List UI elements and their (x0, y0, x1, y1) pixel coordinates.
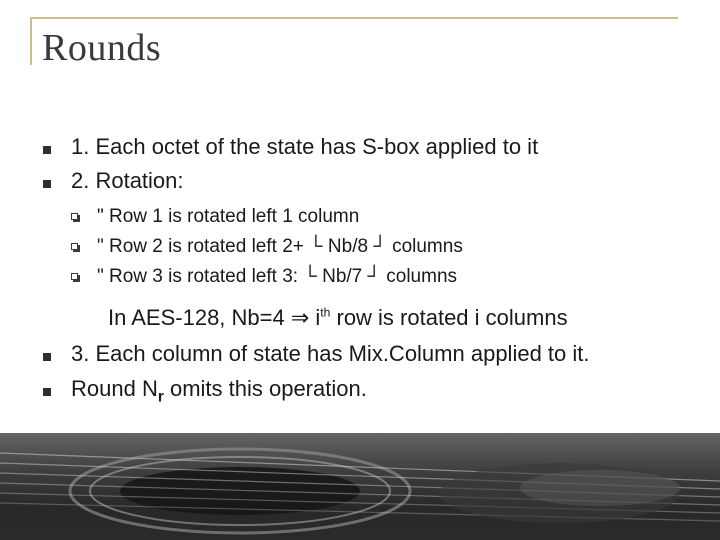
item-sbox: 1. Each octet of the state has S-box applied to it (71, 134, 539, 159)
sub-item-row2 (97, 236, 463, 258)
bullet-icon (43, 146, 51, 154)
guitar-illustration (0, 433, 720, 540)
round-nr-start: Round N (71, 376, 158, 401)
item-round-nr (71, 376, 367, 406)
floor-right-glyph: ┘ (373, 236, 387, 257)
frame-left-rule (30, 17, 32, 65)
bullet-icon (43, 353, 51, 361)
sub-item-row3 (97, 266, 457, 288)
frame-top-rule (30, 17, 678, 19)
bullet-icon (43, 180, 51, 188)
sub-bullet-icon (71, 213, 78, 220)
bullet-icon (43, 388, 51, 396)
row3-text-start: " Row 3 is rotated left 3: (97, 266, 304, 287)
floor-left-glyph: └ (309, 236, 323, 257)
aes-note-start: In AES-128, Nb=4 ⇒ i (108, 305, 321, 330)
sub-bullet-icon (71, 273, 78, 280)
row2-text-start: " Row 2 is rotated left 2+ (97, 236, 310, 257)
round-nr-end: omits this operation. (163, 376, 367, 401)
round-nr-subscript: r (157, 388, 164, 406)
aes-note-superscript: th (320, 305, 331, 320)
slide-title: Rounds (42, 27, 162, 69)
sub-bullet-icon (71, 243, 78, 250)
footer-guitar-image (0, 433, 720, 540)
row3-nb-expr: Nb/7 (316, 266, 368, 287)
floor-left-glyph: └ (303, 266, 317, 287)
row2-nb-expr: Nb/8 (322, 236, 374, 257)
floor-right-glyph: ┘ (367, 266, 381, 287)
row2-text-end: columns (386, 236, 463, 257)
aes-note (108, 305, 568, 331)
sub-item-row1: " Row 1 is rotated left 1 column (97, 206, 360, 227)
item-mixcolumn: 3. Each column of state has Mix.Column applied to it. (71, 341, 590, 366)
aes-note-end: row is rotated i columns (330, 305, 568, 330)
row3-text-end: columns (380, 266, 458, 287)
item-rotation: 2. Rotation: (71, 168, 184, 193)
